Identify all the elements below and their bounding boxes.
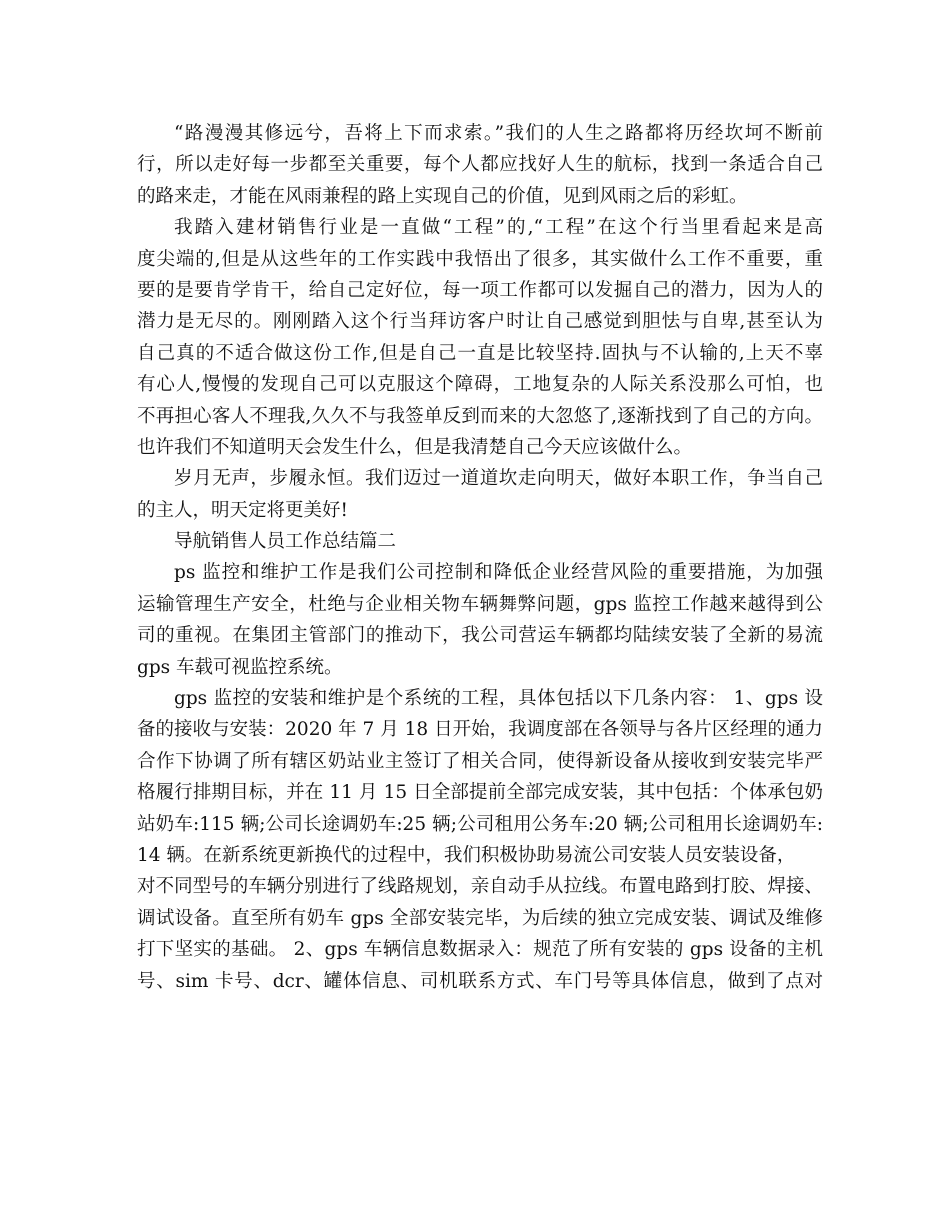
text-line: 14 辆。在新系统更新换代的过程中，我们积极协助易流公司安装人员安装设备， — [137, 844, 796, 866]
text-line: 运输管理生产安全，杜绝与企业相关物车辆舞弊问题，gps 监控工作越来越得到公 — [137, 593, 823, 615]
text-line: 有心人,慢慢的发现自己可以克服这个障碍，工地复杂的人际关系没那么可怕，也 — [137, 374, 823, 396]
text-line: ps 监控和维护工作是我们公司控制和降低企业经营风险的重要措施，为加强 — [174, 562, 823, 584]
text-line: 打下坚实的基础。 2、gps 车辆信息数据录入：规范了所有安装的 gps 设备的主机 — [137, 939, 823, 961]
text-line: 的路来走，才能在风雨兼程的路上实现自己的价值，见到风雨之后的彩虹。 — [137, 185, 748, 207]
text-line: 不再担心客人不理我,久久不与我签单反到而来的大忽悠了,逐渐找到了自己的方向。 — [137, 405, 823, 427]
text-line: 导航销售人员工作总结篇二 — [174, 531, 397, 553]
text-line: 司的重视。在集团主管部门的推动下，我公司营运车辆都均陆续安装了全新的易流 — [137, 625, 823, 647]
text-line: 我踏入建材销售行业是一直做“工程”的,“工程”在这个行当里看起来是高 — [174, 217, 823, 239]
text-line: 度尖端的,但是从这些年的工作实践中我悟出了很多，其实做什么工作不重要，重 — [137, 248, 823, 270]
text-line: 自己真的不适合做这份工作,但是自己一直是比较坚持.固执与不认输的,上天不辜 — [137, 342, 823, 364]
text-line: 站奶车:115 辆;公司长途调奶车:25 辆;公司租用公务车:20 辆;公司租用长途调奶车: — [137, 813, 823, 835]
text-line: “路漫漫其修远兮，吾将上下而求索。”我们的人生之路都将历经坎坷不断前 — [174, 123, 823, 144]
text-line: 的主人，明天定将更美好! — [137, 499, 348, 521]
text-line: 要的是要肯学肯干，给自己定好位，每一项工作都可以发掘自己的潜力，因为人的 — [137, 279, 823, 301]
text-line: 合作下协调了所有辖区奶站业主签订了相关合同，使得新设备从接收到安装完毕严 — [137, 750, 823, 772]
text-line: 格履行排期目标，并在 11 月 15 日全部提前全部完成安装，其中包括：个体承包奶 — [137, 782, 823, 804]
text-line: 也许我们不知道明天会发生什么，但是我清楚自己今天应该做什么。 — [137, 436, 693, 458]
text-line: 号、sim 卡号、dcr、罐体信息、司机联系方式、车门号等具体信息，做到了点对 — [137, 970, 823, 992]
text-line: gps 车载可视监控系统。 — [137, 656, 343, 678]
text-line: 对不同型号的车辆分别进行了线路规划，亲自动手从拉线。布置电路到打胶、焊接、 — [137, 876, 823, 898]
text-line: 备的接收与安装：2020 年 7 月 18 日开始，我调度部在各领导与各片区经理的通力 — [137, 719, 823, 741]
text-line: gps 监控的安装和维护是个系统的工程，具体包括以下几条内容： 1、gps 设 — [174, 688, 823, 710]
text-line: 调试设备。直至所有奶车 gps 全部安装完毕，为后续的独立完成安装、调试及维修 — [137, 907, 823, 929]
text-line: 行，所以走好每一步都至关重要，每个人都应找好人生的航标，找到一条适合自己 — [137, 154, 823, 176]
text-line: 岁月无声，步履永恒。我们迈过一道道坎走向明天，做好本职工作，争当自己 — [174, 468, 823, 490]
document-body — [137, 118, 823, 997]
text-line: 潜力是无尽的。刚刚踏入这个行当拜访客户时让自己感觉到胆怯与自卑,甚至认为 — [137, 311, 823, 333]
